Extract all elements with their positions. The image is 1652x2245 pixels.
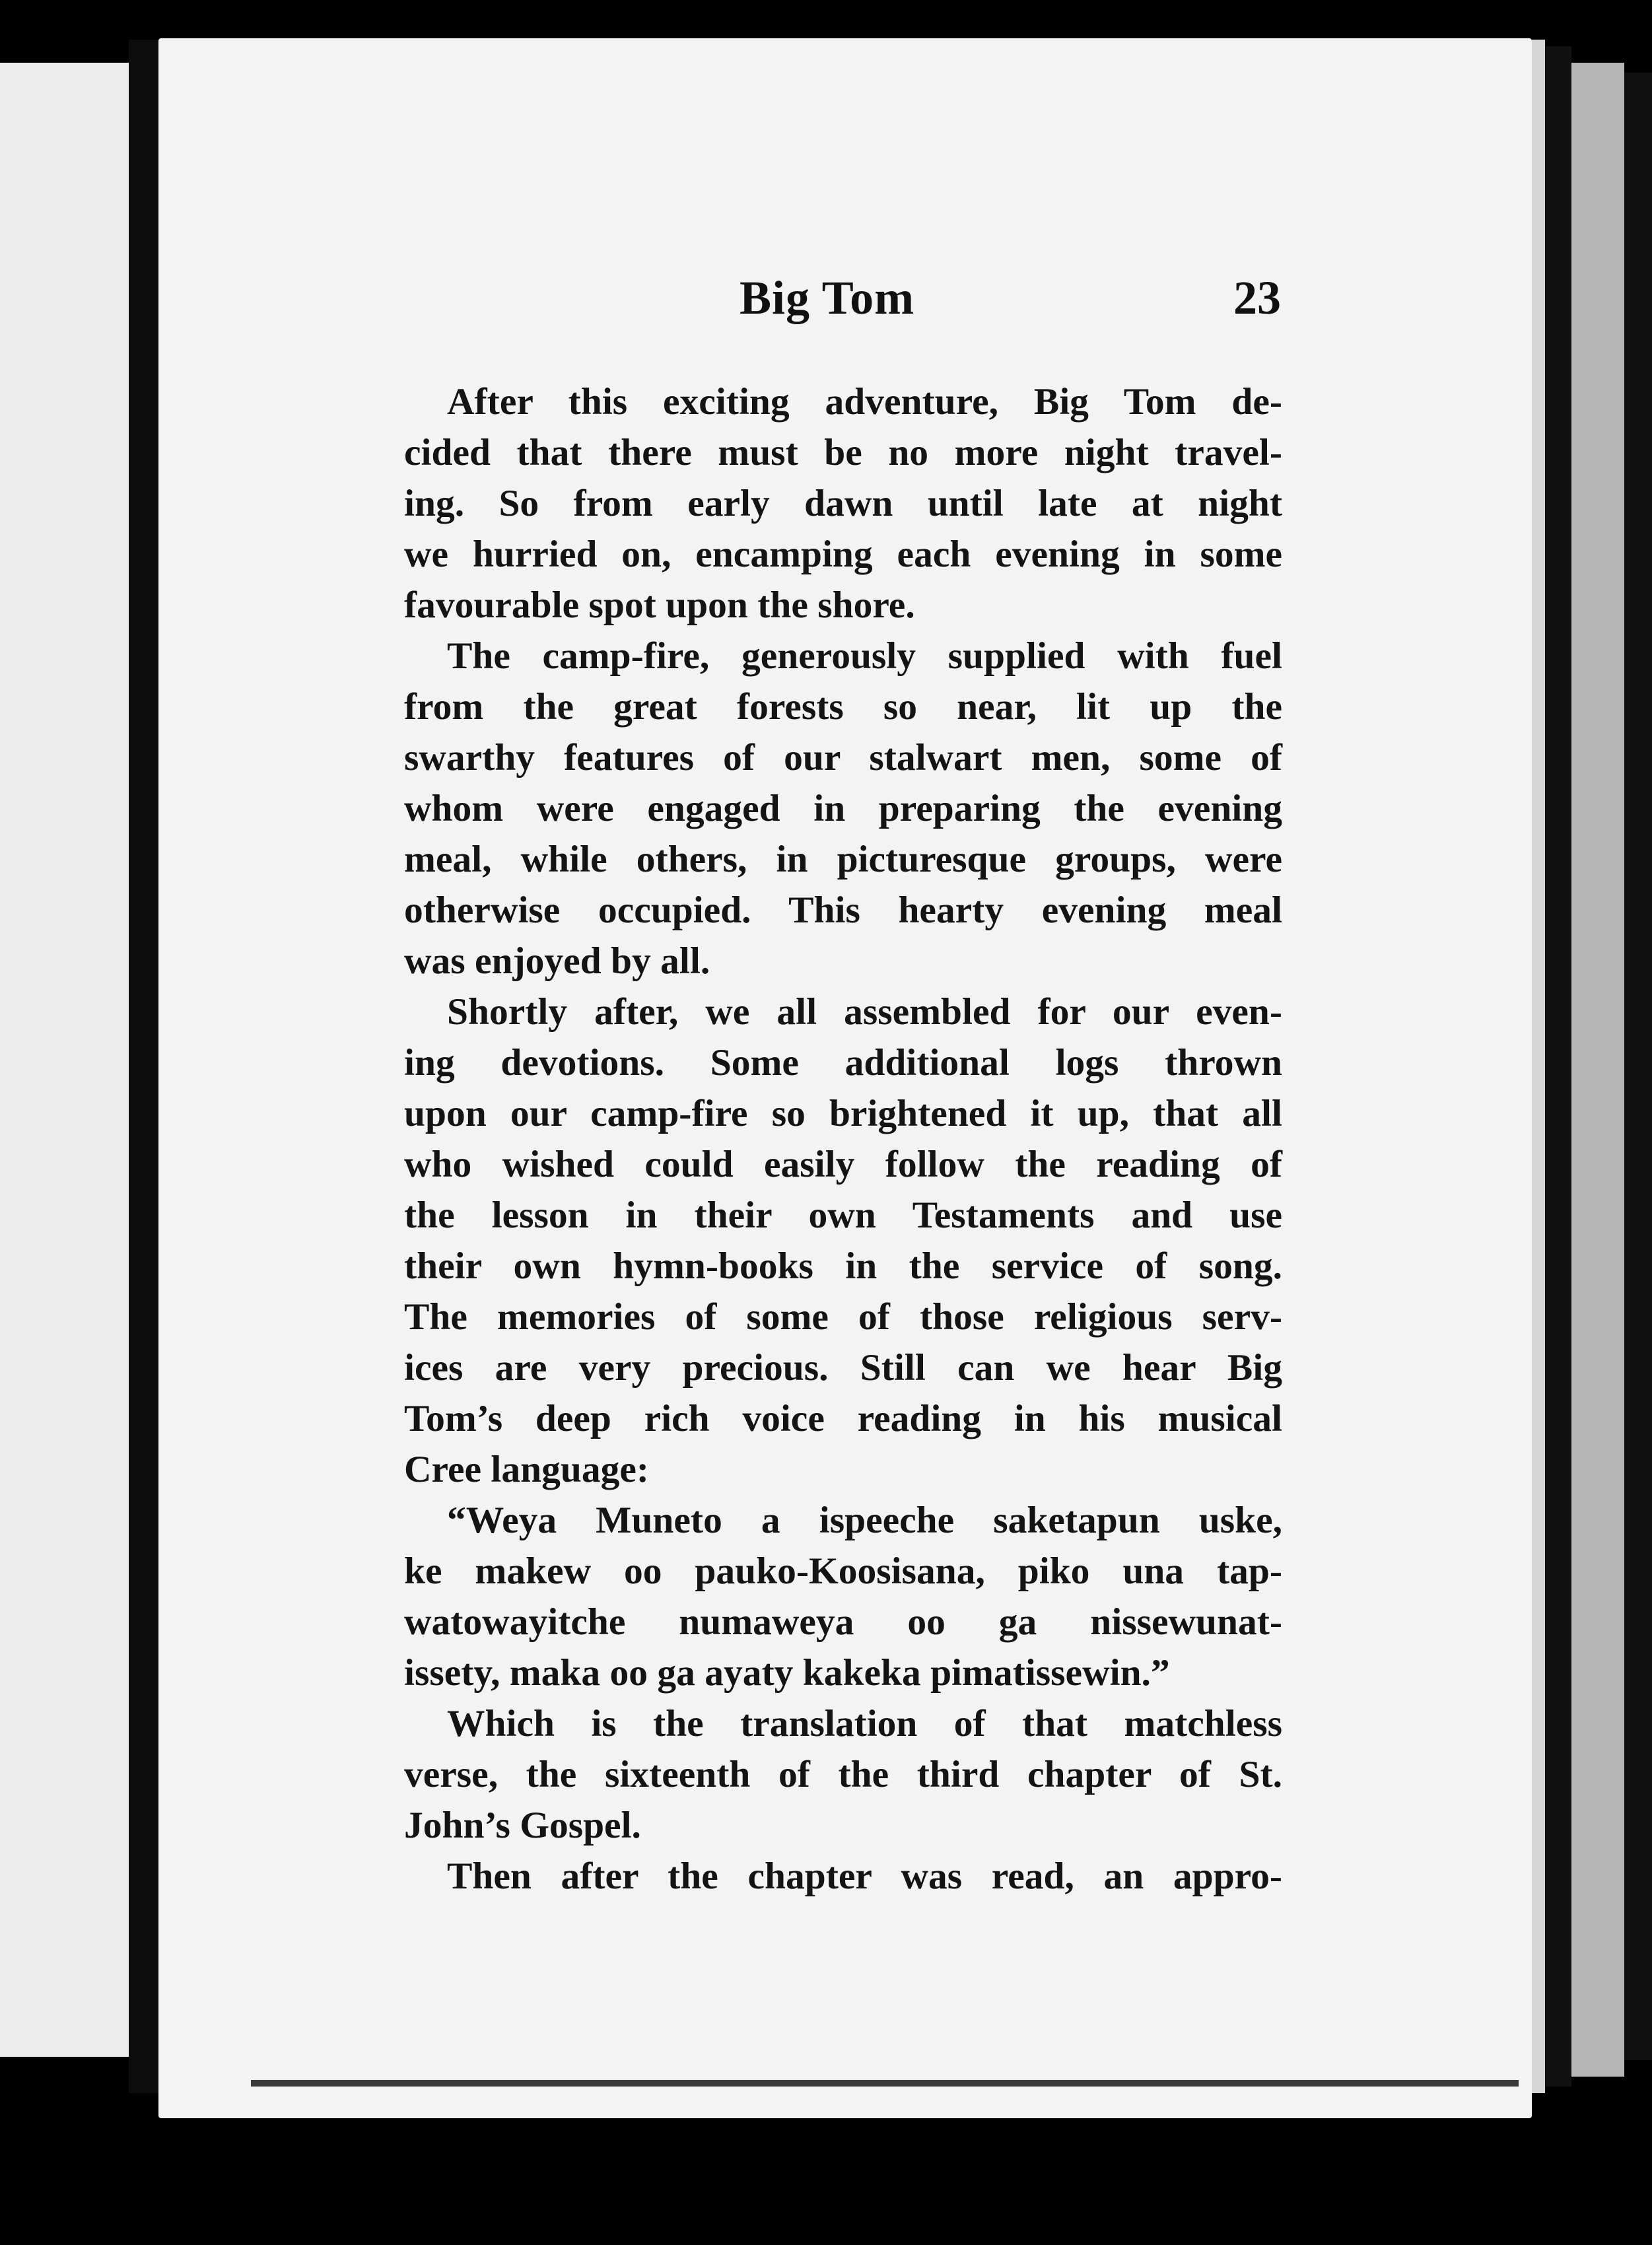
text-line: Then after the chapter was read, an appro- bbox=[447, 1855, 1282, 1897]
text-line: from the great forests so near, lit up the bbox=[404, 686, 1282, 728]
text-line: issety, maka oo ga ayaty kakeka pimatissewin.” bbox=[404, 1652, 1170, 1694]
text-line: John’s Gospel. bbox=[404, 1805, 641, 1846]
text-line: Tom’s deep rich voice reading in his musical bbox=[404, 1398, 1282, 1439]
page-edge bbox=[1545, 46, 1571, 2087]
text-line: ices are very precious. Still can we hear Big bbox=[404, 1347, 1282, 1389]
text-line: watowayitche numaweya oo ga nissewunat- bbox=[404, 1601, 1282, 1643]
text-line: whom were engaged in preparing the evening bbox=[404, 788, 1282, 829]
text-line: otherwise occupied. This hearty evening meal bbox=[404, 889, 1282, 931]
text-line: The camp-fire, generously supplied with fuel bbox=[447, 635, 1282, 677]
page-edge bbox=[1571, 63, 1624, 2077]
page-header bbox=[396, 271, 1288, 350]
text-line: cided that there must be no more night travel- bbox=[404, 432, 1282, 473]
text-line: their own hymn-books in the service of song. bbox=[404, 1245, 1282, 1287]
text-line: the lesson in their own Testaments and use bbox=[404, 1194, 1282, 1236]
text-line: we hurried on, encamping each evening in some bbox=[404, 534, 1282, 575]
text-line: Cree language: bbox=[404, 1449, 650, 1490]
text-line: ing devotions. Some additional logs thrown bbox=[404, 1042, 1282, 1084]
text-line: verse, the sixteenth of the third chapter of St. bbox=[404, 1754, 1282, 1795]
page-number: 23 bbox=[1233, 271, 1281, 324]
running-head: Big Tom bbox=[740, 271, 915, 324]
page-bottom-edge bbox=[251, 2080, 1519, 2087]
page-edge bbox=[1532, 40, 1545, 2093]
body-text bbox=[404, 376, 1282, 1902]
text-line: upon our camp-fire so brightened it up, that all bbox=[404, 1093, 1282, 1134]
text-line: ke makew oo pauko-Koosisana, piko una tap- bbox=[404, 1550, 1282, 1592]
text-line: favourable spot upon the shore. bbox=[404, 584, 915, 626]
page-edge bbox=[1624, 73, 1652, 2060]
facing-page-edge bbox=[0, 63, 129, 2057]
text-line: Shortly after, we all assembled for our even- bbox=[447, 991, 1282, 1033]
text-line: ing. So from early dawn until late at night bbox=[404, 483, 1282, 524]
text-line: swarthy features of our stalwart men, some of bbox=[404, 737, 1282, 778]
text-line: “Weya Muneto a ispeeche saketapun uske, bbox=[447, 1500, 1282, 1541]
text-line: meal, while others, in picturesque groups, were bbox=[404, 839, 1282, 880]
text-line: The memories of some of those religious serv- bbox=[404, 1296, 1282, 1338]
text-line: who wished could easily follow the reading of bbox=[404, 1144, 1282, 1185]
text-line: was enjoyed by all. bbox=[404, 940, 710, 982]
text-line: After this exciting adventure, Big Tom de- bbox=[447, 381, 1282, 423]
text-line: Which is the translation of that matchless bbox=[447, 1703, 1282, 1744]
book-gutter bbox=[129, 40, 158, 2093]
